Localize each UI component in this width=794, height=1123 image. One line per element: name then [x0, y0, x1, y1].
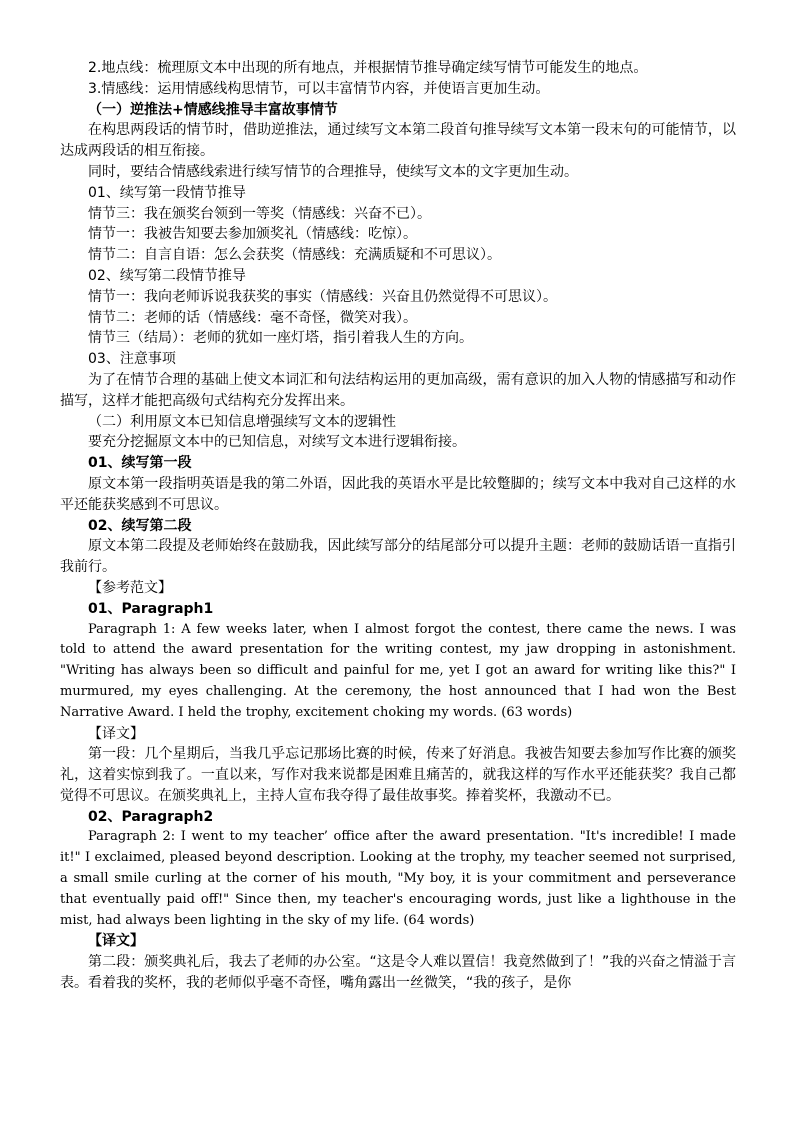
plot-item: 情节二：老师的话（情感线：毫不奇怪，微笑对我）。	[88, 309, 417, 326]
paragraph: 原文本第二段提及老师始终在鼓励我，因此续写部分的结尾部分可以提升主题：老师的鼓励话语一直指引我前行。	[60, 538, 736, 576]
subheading: 01、续写第一段情节推导	[88, 184, 246, 201]
translation-label: 【译文】	[88, 725, 144, 742]
translation-paragraph-2: 第二段：颁奖典礼后，我去了老师的办公室。“这是令人难以置信！我竟然做到了！”我的兴奋之情溢于言表。看着我的奖杯，我的老师似乎毫不奇怪，嘴角露出一丝微笑，“我的孩子，是你	[60, 954, 736, 992]
plot-item: 情节三（结局）：老师的犹如一座灯塔，指引着我人生的方向。	[88, 330, 473, 347]
line-emotion-thread: 3.情感线：运用情感线构思情节，可以丰富情节内容，并使语言更加生动。	[88, 80, 550, 97]
section-heading-1: （一）逆推法+情感线推导丰富故事情节	[88, 101, 338, 118]
paragraph: 在构思两段话的情节时，借助逆推法，通过续写文本第二段首句推导续写文本第一段末句的可能情节，以达成两段话的相互衔接。	[60, 122, 736, 160]
plot-item: 情节二：自言自语：怎么会获奖（情感线：充满质疑和不可思议）。	[88, 247, 501, 264]
translation-label: 【译文】	[88, 933, 144, 950]
section-heading-2: （二）利用原文本已知信息增强续写文本的逻辑性	[88, 413, 396, 430]
subheading: 01、续写第一段	[88, 455, 192, 472]
paragraph: 要充分挖掘原文本中的已知信息，对续写文本进行逻辑衔接。	[88, 434, 466, 451]
plot-item: 情节一：我被告知要去参加颁奖礼（情感线：吃惊）。	[88, 226, 417, 243]
subheading: 02、续写第二段	[88, 517, 192, 534]
english-paragraph-1: Paragraph 1: A few weeks later, when I almost forgot the contest, there came the news. I was told to attend the award presentation for the writing contest, my jaw dropping in astonishment. "Writing has always been so difficult and painful for me, yet I got an award for writing like this?" I murmured, my eyes challenging. At the ceremony, the host announced that I had won the Best Narrative Award. I held the trophy, excitement choking my words. (63 words)	[60, 621, 736, 720]
paragraph: 为了在情节合理的基础上使文本词汇和句法结构运用的更加高级，需有意识的加入人物的情感描写和动作描写，这样才能把高级句式结构充分发挥出来。	[60, 371, 736, 409]
paragraph2-heading: 02、Paragraph2	[88, 808, 214, 825]
paragraph: 原文本第一段指明英语是我的第二外语，因此我的英语水平是比较蹩脚的；续写文本中我对自己这样的水平还能获奖感到不可思议。	[60, 475, 736, 513]
translation-paragraph-1: 第一段：几个星期后，当我几乎忘记那场比赛的时候，传来了好消息。我被告知要去参加写作比赛的颁奖礼，这着实惊到我了。一直以来，写作对我来说都是困难且痛苦的，就我这样的写作水平还能获奖？我自己都觉得不可思议。在颁奖典礼上，主持人宣布我夺得了最佳故事奖。捧着奖杯，我激动不已。	[60, 746, 736, 804]
subheading: 02、续写第二段情节推导	[88, 267, 246, 284]
paragraph: 同时，要结合情感线索进行续写情节的合理推导，使续写文本的文字更加生动。	[88, 163, 578, 180]
subheading: 03、注意事项	[88, 351, 176, 368]
line-location-thread: 2.地点线：梳理原文本中出现的所有地点，并根据情节推导确定续写情节可能发生的地点。	[88, 60, 648, 76]
document-page	[60, 58, 736, 994]
paragraph1-heading: 01、Paragraph1	[88, 600, 214, 617]
plot-item: 情节三：我在颁奖台领到一等奖（情感线：兴奋不已）。	[88, 205, 431, 222]
reference-essay-label: 【参考范文】	[88, 579, 172, 596]
plot-item: 情节一：我向老师诉说我获奖的事实（情感线：兴奋且仍然觉得不可思议）。	[88, 288, 557, 305]
english-paragraph-2: Paragraph 2: I went to my teacher’ office after the award presentation. "It's incredible! I made it!" I exclaimed, pleased beyond description. Looking at the trophy, my teacher seemed not surprised, a small smile curling at the corner of his mouth, "My boy, it is your commitment and perseverance that eventually paid off!" Since then, my teacher's encouraging words, just like a lighthouse in the mist, had always been lighting in the sky of my life. (64 words)	[60, 829, 736, 928]
